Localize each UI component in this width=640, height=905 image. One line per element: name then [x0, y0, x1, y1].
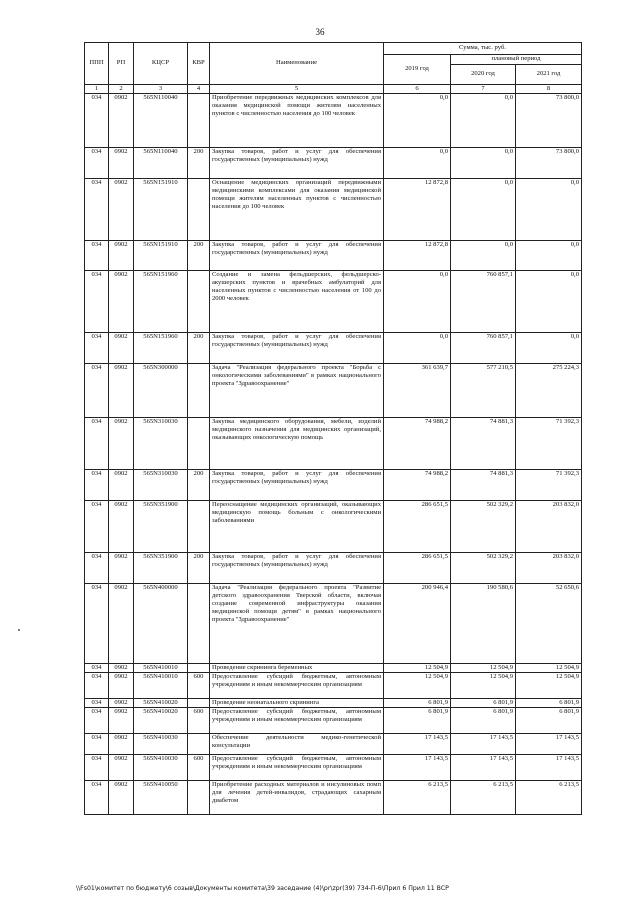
cell-kvr	[188, 584, 210, 664]
cell-rp: 0902	[109, 470, 134, 501]
cell-2019: 74 988,2	[384, 418, 451, 470]
cell-2019: 17 143,5	[384, 734, 451, 755]
cell-2021: 71 392,3	[516, 470, 582, 501]
cell-kcsr: 565N410010	[134, 664, 188, 673]
page-number: 36	[315, 27, 325, 37]
cell-kvr: 200	[188, 470, 210, 501]
column-number: 8	[516, 85, 582, 94]
table-header	[85, 43, 582, 85]
cell-2020: 12 504,9	[451, 664, 516, 673]
cell-name: Предоставление субсидий бюджетным, автономным учреждениям и иным некоммерческим организациям	[210, 755, 384, 781]
cell-name: Закупка медицинского оборудования, мебели, изделий медицинского назначения для медицинских организаций, оказывающих онкологическую помощь	[210, 418, 384, 470]
cell-name: Создание и замена фельдшерских, фельдшерско-акушерских пунктов и врачебных амбулаторий для населенных пунктов с численностью населения от 100 до 2000 человек	[210, 271, 384, 333]
cell-name: Проведение скрининга беременных	[210, 664, 384, 673]
cell-kcsr: 565N151910	[134, 179, 188, 241]
table-row	[85, 333, 582, 364]
column-number: 2	[109, 85, 134, 94]
cell-2019: 12 504,9	[384, 664, 451, 673]
cell-rp: 0902	[109, 418, 134, 470]
cell-kcsr: 565N151960	[134, 271, 188, 333]
cell-rp: 0902	[109, 673, 134, 699]
cell-2021: 71 392,3	[516, 418, 582, 470]
header-kvr: КВР	[188, 43, 210, 85]
cell-2020: 760 857,1	[451, 333, 516, 364]
cell-2021: 12 504,9	[516, 673, 582, 699]
cell-ppp: 034	[85, 333, 109, 364]
column-number: 5	[210, 85, 384, 94]
cell-kcsr: 565N410030	[134, 734, 188, 755]
cell-2021: 0,0	[516, 179, 582, 241]
cell-name: Обеспечение деятельности медико-генетической консультации	[210, 734, 384, 755]
cell-kcsr: 565N351900	[134, 553, 188, 584]
table-row	[85, 734, 582, 755]
cell-kcsr: 565N410010	[134, 673, 188, 699]
cell-kcsr: 565N410020	[134, 708, 188, 734]
cell-2020: 502 329,2	[451, 553, 516, 584]
cell-kvr	[188, 271, 210, 333]
column-number: 3	[134, 85, 188, 94]
cell-name: Предоставление субсидий бюджетным, автономным учреждениям и иным некоммерческим организациям	[210, 673, 384, 699]
cell-ppp: 034	[85, 501, 109, 553]
cell-name: Закупка товаров, работ и услуг для обеспечения государственных (муниципальных) нужд	[210, 241, 384, 271]
table-row	[85, 708, 582, 734]
cell-2021: 203 832,0	[516, 501, 582, 553]
cell-2019: 12 504,9	[384, 673, 451, 699]
cell-2020: 0,0	[451, 94, 516, 148]
cell-2021: 17 143,5	[516, 734, 582, 755]
cell-rp: 0902	[109, 664, 134, 673]
header-year-2019: 2019 год	[384, 55, 451, 85]
cell-2019: 12 872,8	[384, 179, 451, 241]
cell-2020: 0,0	[451, 179, 516, 241]
column-number: 6	[384, 85, 451, 94]
cell-2021: 0,0	[516, 241, 582, 271]
cell-ppp: 034	[85, 94, 109, 148]
cell-ppp: 034	[85, 699, 109, 708]
cell-name: Закупка товаров, работ и услуг для обеспечения государственных (муниципальных) нужд	[210, 470, 384, 501]
table-row	[85, 781, 582, 815]
cell-2019: 74 988,2	[384, 470, 451, 501]
table-row	[85, 94, 582, 148]
cell-kvr	[188, 364, 210, 418]
cell-rp: 0902	[109, 755, 134, 781]
cell-2020: 6 801,9	[451, 708, 516, 734]
cell-2019: 286 651,5	[384, 501, 451, 553]
cell-name: Закупка товаров, работ и услуг для обеспечения государственных (муниципальных) нужд	[210, 148, 384, 179]
cell-kvr: 200	[188, 553, 210, 584]
cell-2019: 6 801,9	[384, 699, 451, 708]
cell-rp: 0902	[109, 241, 134, 271]
cell-ppp: 034	[85, 271, 109, 333]
cell-2019: 0,0	[384, 94, 451, 148]
cell-2020: 74 881,3	[451, 418, 516, 470]
table-row	[85, 664, 582, 673]
cell-kcsr: 565N110040	[134, 94, 188, 148]
cell-ppp: 034	[85, 734, 109, 755]
cell-rp: 0902	[109, 584, 134, 664]
header-ppp: ППП	[85, 43, 109, 85]
cell-kcsr: 565N351900	[134, 501, 188, 553]
column-numbers-row	[85, 85, 582, 94]
cell-2020: 0,0	[451, 241, 516, 271]
footer-file-path: \\Fs01\комитет по бюджету\6 созыв\Документы комитета\39 заседание (4)\pr\zpr(39) 734-П-6\Прил 6 Прил 11 ВСР	[76, 885, 449, 892]
cell-ppp: 034	[85, 755, 109, 781]
cell-ppp: 034	[85, 241, 109, 271]
cell-name: Закупка товаров, работ и услуг для обеспечения государственных (муниципальных) нужд	[210, 553, 384, 584]
cell-name: Предоставление субсидий бюджетным, автономным учреждениям и иным некоммерческим организациям	[210, 708, 384, 734]
table-row	[85, 699, 582, 708]
cell-2021: 17 143,5	[516, 755, 582, 781]
cell-name: Закупка товаров, работ и услуг для обеспечения государственных (муниципальных) нужд	[210, 333, 384, 364]
cell-2021: 6 801,9	[516, 708, 582, 734]
column-number: 1	[85, 85, 109, 94]
cell-2020: 502 329,2	[451, 501, 516, 553]
cell-2019: 17 143,5	[384, 755, 451, 781]
cell-2021: 275 224,3	[516, 364, 582, 418]
cell-rp: 0902	[109, 699, 134, 708]
table-row	[85, 755, 582, 781]
cell-rp: 0902	[109, 781, 134, 815]
cell-rp: 0902	[109, 179, 134, 241]
table-row	[85, 148, 582, 179]
cell-ppp: 034	[85, 673, 109, 699]
cell-name: Оснащение медицинских организаций передвижными медицинскими комплексами для оказания медицинской помощи жителям населенных пунктов с численностью населения до 100 человек	[210, 179, 384, 241]
table-row	[85, 501, 582, 553]
cell-kvr: 600	[188, 673, 210, 699]
cell-name: Задача "Реализация федерального проекта "Борьба с онкологическими заболеваниями" в рамках национального проекта "Здравоохранение"	[210, 364, 384, 418]
cell-name: Задача "Реализация федерального проекта "Развитие детского здравоохранения Тверской области, включая создание современной инфраструктуры оказания медицинской помощи детям" в рамках национального проекта "Здравоохранение"	[210, 584, 384, 664]
cell-2019: 6 213,5	[384, 781, 451, 815]
cell-ppp: 034	[85, 470, 109, 501]
cell-2021: 73 800,0	[516, 94, 582, 148]
cell-ppp: 034	[85, 553, 109, 584]
cell-2019: 200 946,4	[384, 584, 451, 664]
cell-2019: 0,0	[384, 148, 451, 179]
cell-kcsr: 565N110040	[134, 148, 188, 179]
cell-kvr: 600	[188, 755, 210, 781]
cell-ppp: 034	[85, 418, 109, 470]
table-row	[85, 470, 582, 501]
cell-ppp: 034	[85, 364, 109, 418]
cell-kvr	[188, 418, 210, 470]
cell-2020: 12 504,9	[451, 673, 516, 699]
table-row	[85, 553, 582, 584]
cell-rp: 0902	[109, 501, 134, 553]
cell-2019: 0,0	[384, 271, 451, 333]
cell-kcsr: 565N151910	[134, 241, 188, 271]
header-planned-period: плановый период	[451, 55, 582, 65]
cell-2020: 6 801,9	[451, 699, 516, 708]
cell-2020: 17 143,5	[451, 755, 516, 781]
cell-kvr	[188, 734, 210, 755]
column-number: 4	[188, 85, 210, 94]
cell-kvr	[188, 94, 210, 148]
cell-kcsr: 565N410050	[134, 781, 188, 815]
table-row	[85, 418, 582, 470]
cell-kcsr: 565N410020	[134, 699, 188, 708]
header-rp: РП	[109, 43, 134, 85]
header-year-2020: 2020 год	[451, 65, 516, 85]
table-body	[85, 85, 582, 815]
cell-2020: 17 143,5	[451, 734, 516, 755]
table-row	[85, 271, 582, 333]
table-row	[85, 179, 582, 241]
cell-kcsr: 565N410030	[134, 755, 188, 781]
cell-rp: 0902	[109, 333, 134, 364]
cell-2019: 12 872,8	[384, 241, 451, 271]
cell-2021: 52 650,6	[516, 584, 582, 664]
header-kcsr: КЦСР	[134, 43, 188, 85]
scan-speck	[18, 629, 20, 631]
cell-kvr: 200	[188, 148, 210, 179]
cell-ppp: 034	[85, 664, 109, 673]
cell-2020: 6 213,5	[451, 781, 516, 815]
cell-2020: 577 210,5	[451, 364, 516, 418]
cell-kvr	[188, 664, 210, 673]
cell-ppp: 034	[85, 708, 109, 734]
column-number: 7	[451, 85, 516, 94]
budget-table	[84, 42, 582, 815]
table-row	[85, 584, 582, 664]
cell-2021: 203 832,0	[516, 553, 582, 584]
table-row	[85, 364, 582, 418]
cell-name: Приобретение передвижных медицинских комплексов для оказания медицинской помощи жителям населенных пунктов с численностью населения до 100 человек	[210, 94, 384, 148]
cell-rp: 0902	[109, 734, 134, 755]
cell-kvr	[188, 699, 210, 708]
cell-name: Приобретение расходных материалов и инсулиновых помп для лечения детей-инвалидов, страдающих сахарным диабетом	[210, 781, 384, 815]
cell-rp: 0902	[109, 553, 134, 584]
cell-kvr: 600	[188, 708, 210, 734]
cell-2019: 6 801,9	[384, 708, 451, 734]
cell-kcsr: 565N400000	[134, 584, 188, 664]
cell-name: Проведение неонатального скрининга	[210, 699, 384, 708]
cell-rp: 0902	[109, 271, 134, 333]
cell-rp: 0902	[109, 364, 134, 418]
cell-2019: 286 651,5	[384, 553, 451, 584]
cell-2020: 190 580,6	[451, 584, 516, 664]
header-sum-group: Сумма, тыс. руб.	[384, 43, 582, 55]
cell-2021: 73 800,0	[516, 148, 582, 179]
cell-kcsr: 565N300000	[134, 364, 188, 418]
cell-rp: 0902	[109, 708, 134, 734]
cell-ppp: 034	[85, 148, 109, 179]
header-name: Наименование	[210, 43, 384, 85]
cell-kcsr: 565N310030	[134, 418, 188, 470]
cell-kvr	[188, 179, 210, 241]
cell-2020: 760 857,1	[451, 271, 516, 333]
cell-kvr	[188, 501, 210, 553]
cell-2020: 0,0	[451, 148, 516, 179]
cell-name: Переоснащение медицинских организаций, оказывающих медицинскую помощь больным с онкологическими заболеваниями	[210, 501, 384, 553]
header-year-2021: 2021 год	[516, 65, 582, 85]
cell-ppp: 034	[85, 179, 109, 241]
cell-kcsr: 565N151960	[134, 333, 188, 364]
cell-rp: 0902	[109, 148, 134, 179]
cell-2021: 0,0	[516, 333, 582, 364]
cell-2021: 12 504,9	[516, 664, 582, 673]
cell-kvr: 200	[188, 241, 210, 271]
cell-ppp: 034	[85, 781, 109, 815]
cell-2019: 0,0	[384, 333, 451, 364]
cell-ppp: 034	[85, 584, 109, 664]
cell-kvr: 200	[188, 333, 210, 364]
cell-2021: 0,0	[516, 271, 582, 333]
table-row	[85, 241, 582, 271]
cell-kcsr: 565N310030	[134, 470, 188, 501]
cell-2019: 361 639,7	[384, 364, 451, 418]
cell-2021: 6 213,5	[516, 781, 582, 815]
cell-2021: 6 801,9	[516, 699, 582, 708]
cell-kvr	[188, 781, 210, 815]
table-row	[85, 673, 582, 699]
cell-2020: 74 881,3	[451, 470, 516, 501]
cell-rp: 0902	[109, 94, 134, 148]
